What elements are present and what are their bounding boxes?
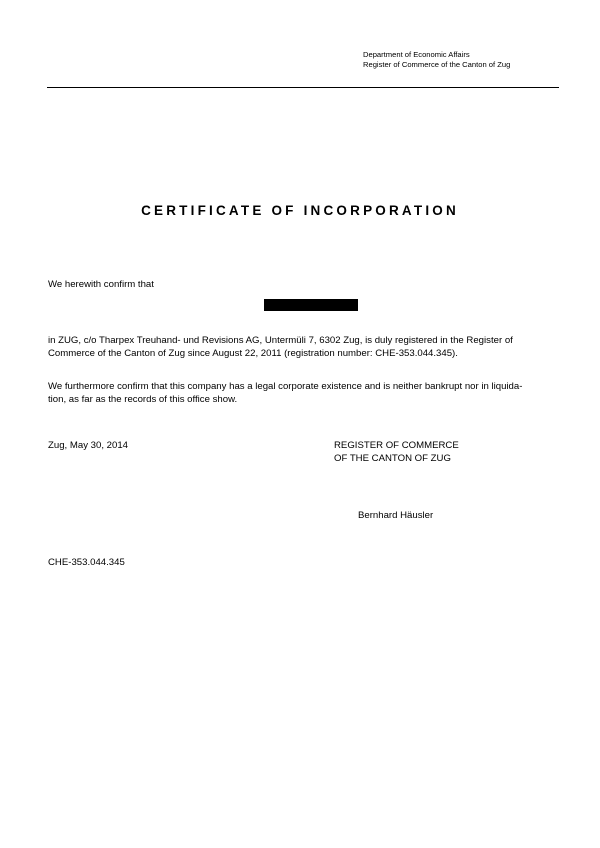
place-and-date: Zug, May 30, 2014 <box>48 440 128 451</box>
issuer-block <box>334 439 459 465</box>
redacted-company-name <box>264 299 358 311</box>
department-name: Department of Economic Affairs <box>363 50 470 59</box>
issuer-line-1: REGISTER OF COMMERCE <box>334 440 459 451</box>
status-paragraph <box>48 380 522 406</box>
company-paragraph <box>48 334 513 360</box>
reference-number: CHE-353.044.345 <box>48 557 125 568</box>
signer-name: Bernhard Häusler <box>358 510 434 521</box>
status-paragraph-line-2: tion, as far as the records of this office show. <box>48 394 238 405</box>
header-divider <box>47 87 559 88</box>
company-paragraph-line-2: Commerce of the Canton of Zug since August 22, 2011 (registration number: CHE-353.044.345). <box>48 348 458 359</box>
document-title: CERTIFICATE OF INCORPORATION <box>141 203 459 218</box>
intro-text: We herewith confirm that <box>48 279 154 290</box>
issuer-line-2: OF THE CANTON OF ZUG <box>334 453 451 464</box>
status-paragraph-line-1: We furthermore confirm that this company has a legal corporate existence and is neither bankrupt nor in liquida- <box>48 381 523 392</box>
company-paragraph-line-1: in ZUG, c/o Tharpex Treuhand- und Revisions AG, Untermüli 7, 6302 Zug, is duly registered in the Register of <box>48 335 513 346</box>
document-header <box>363 50 510 70</box>
register-name: Register of Commerce of the Canton of Zug <box>363 60 511 69</box>
